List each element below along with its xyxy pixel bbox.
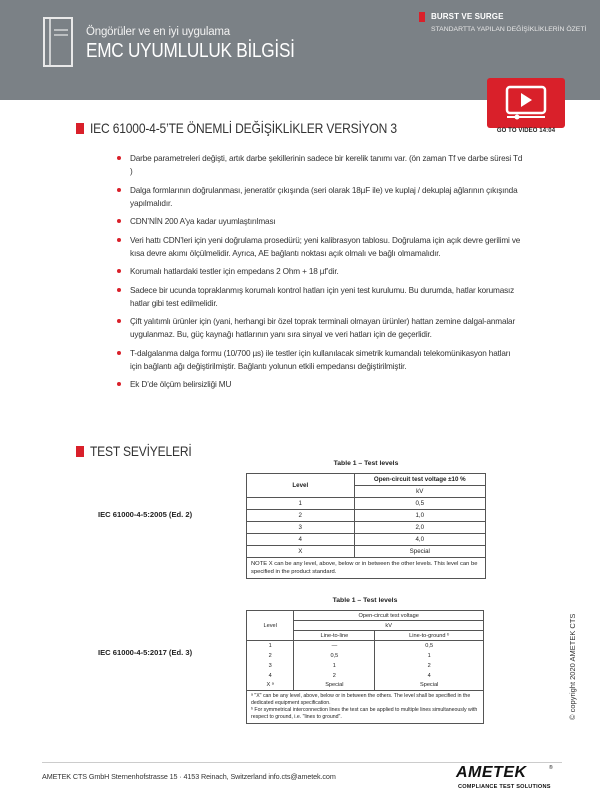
changes-list — [114, 152, 524, 397]
page-title: EMC UYUMLULUK BİLGİSİ — [86, 40, 295, 62]
list-item: Darbe parametreleri değişti, artık darbe şekillerinin sadece bir kerelik tanımı var. (ön zaman Tf ve darbe süresi Td ) — [114, 152, 524, 178]
topic-description: STANDARTTA YAPILAN DEĞİŞİKLİKLERİN ÖZETİ — [431, 26, 587, 33]
table-subheader: Line-to-line — [294, 631, 375, 641]
section-heading-changes — [76, 120, 447, 136]
table-header: Level — [247, 611, 294, 641]
logo-tagline: COMPLIANCE TEST SOLUTIONS — [458, 784, 551, 790]
section-title: IEC 61000-4-5’TE ÖNEMLİ DEĞİŞİKLİKLER VERSİYON 3 — [90, 120, 397, 136]
table-caption: Table 1 – Test levels — [333, 460, 399, 467]
footer-divider — [42, 762, 562, 763]
footnote-b: ᵇ For symmetrical interconnection lines the test can be applied to multiple lines simultaneously with respect to ground, i.e. "lines to ground". — [251, 707, 478, 720]
table-row: 1 — 0,5 — [247, 641, 484, 651]
unit-cell: kV — [354, 486, 485, 498]
test-levels-table-2005 — [246, 473, 486, 579]
video-label[interactable]: GO TO VIDEO 14:04 — [496, 128, 556, 134]
table-row: 4 4,0 — [247, 534, 486, 546]
red-flag-marker — [419, 12, 425, 22]
list-item: Korumalı hatlardaki testler için empedans 2 Ohm + 18 µf’dir. — [114, 265, 524, 278]
test-levels-table-2017 — [246, 610, 484, 724]
table-header: Open-circuit test voltage — [294, 611, 484, 621]
list-item: Sadece bir ucunda topraklanmış korumalı kontrol hatları için yeni test kurulumu. Bu durumda, hatlar korumasız hatlar gibi test edilmelidir. — [114, 284, 524, 310]
section-title: TEST SEVİYELERİ — [90, 443, 192, 459]
video-button[interactable] — [487, 78, 565, 128]
table-row: 2 1,0 — [247, 510, 486, 522]
play-video-icon — [505, 85, 547, 121]
list-item: Dalga formlarının doğrulanması, jeneratör çıkışında (seri olarak 18µF ile) ve kuplaj / dekuplaj ağlarının çıkışında yapılmalıdır. — [114, 184, 524, 210]
list-item: T-dalgalanma dalga formu (10/700 µs) ile testler için kullanılacak simetrik kumandalı telekomünikasyon hatları için bağlantı ağı değiştirilmiştir. Bağlantı yolunun etkili empedansı değiştirilmiştir. — [114, 347, 524, 373]
header-subtitle: Öngörüler ve en iyi uygulama — [86, 26, 230, 38]
table-row: 4 2 4 — [247, 671, 484, 681]
red-flag-marker — [76, 446, 84, 457]
copyright-notice: © copyright 2020 AMETEK CTS — [568, 613, 577, 720]
table-row: X Special — [247, 546, 486, 558]
topic-title: BURST VE SURGE — [431, 12, 504, 21]
table-header: Open-circuit test voltage ±10 % — [354, 474, 485, 486]
table-row: X ᵃ Special Special — [247, 681, 484, 691]
section-heading-test-levels — [76, 443, 208, 459]
footer-address: AMETEK CTS GmbH Sternenhofstrasse 15 · 4153 Reinach, Switzerland info.cts@ametek.com — [42, 772, 336, 781]
table-subheader: Line-to-ground ᵇ — [375, 631, 484, 641]
table-note: NOTE X can be any level, above, below or in between the other levels. This level can be specified in the product standard. — [247, 558, 486, 579]
book-icon — [42, 16, 76, 70]
table-row: 3 2,0 — [247, 522, 486, 534]
registered-mark: ® — [549, 765, 553, 771]
red-flag-marker — [76, 123, 84, 134]
footnote-a: ᵃ "X" can be any level, above, below or in between the others. The level shall be specified in the dedicated equipment specification. — [251, 693, 471, 706]
table-note — [247, 691, 484, 724]
table-row: 3 1 2 — [247, 661, 484, 671]
unit-cell: kV — [294, 621, 484, 631]
list-item: CDN’NİN 200 A’ya kadar uyumlaştırılması — [114, 215, 524, 228]
standard-label-2017: IEC 61000-4-5:2017 (Ed. 3) — [98, 648, 193, 657]
table-row: 1 0,5 — [247, 498, 486, 510]
ametek-logo: AMETEK — [456, 764, 527, 781]
list-item: Veri hattı CDN’leri için yeni doğrulama prosedürü; yeni kalibrasyon tablosu. Doğrulama için açık devre gerilimi ve kısa devre akımı ölçülmelidir. Ayrıca, AE bağlantı noktası açık olmalı ve bağlı olmamalıdır. — [114, 234, 524, 260]
table-row: 2 0,5 1 — [247, 651, 484, 661]
standard-label-2005: IEC 61000-4-5:2005 (Ed. 2) — [98, 510, 193, 519]
list-item: Çift yalıtımlı ürünler için (yani, herhangi bir özel toprak terminali olmayan ürünler) hattan zemine dalgal-anmalar uygulanmaz. Bu, güç kaynağı hatlarının yanı sıra sinyal ve veri hatları için de geçerlidir. — [114, 315, 524, 341]
list-item: Ek D’de ölçüm belirsizliği MU — [114, 378, 524, 391]
table-caption: Table 1 – Test levels — [332, 597, 398, 604]
table-header: Level — [247, 474, 355, 498]
